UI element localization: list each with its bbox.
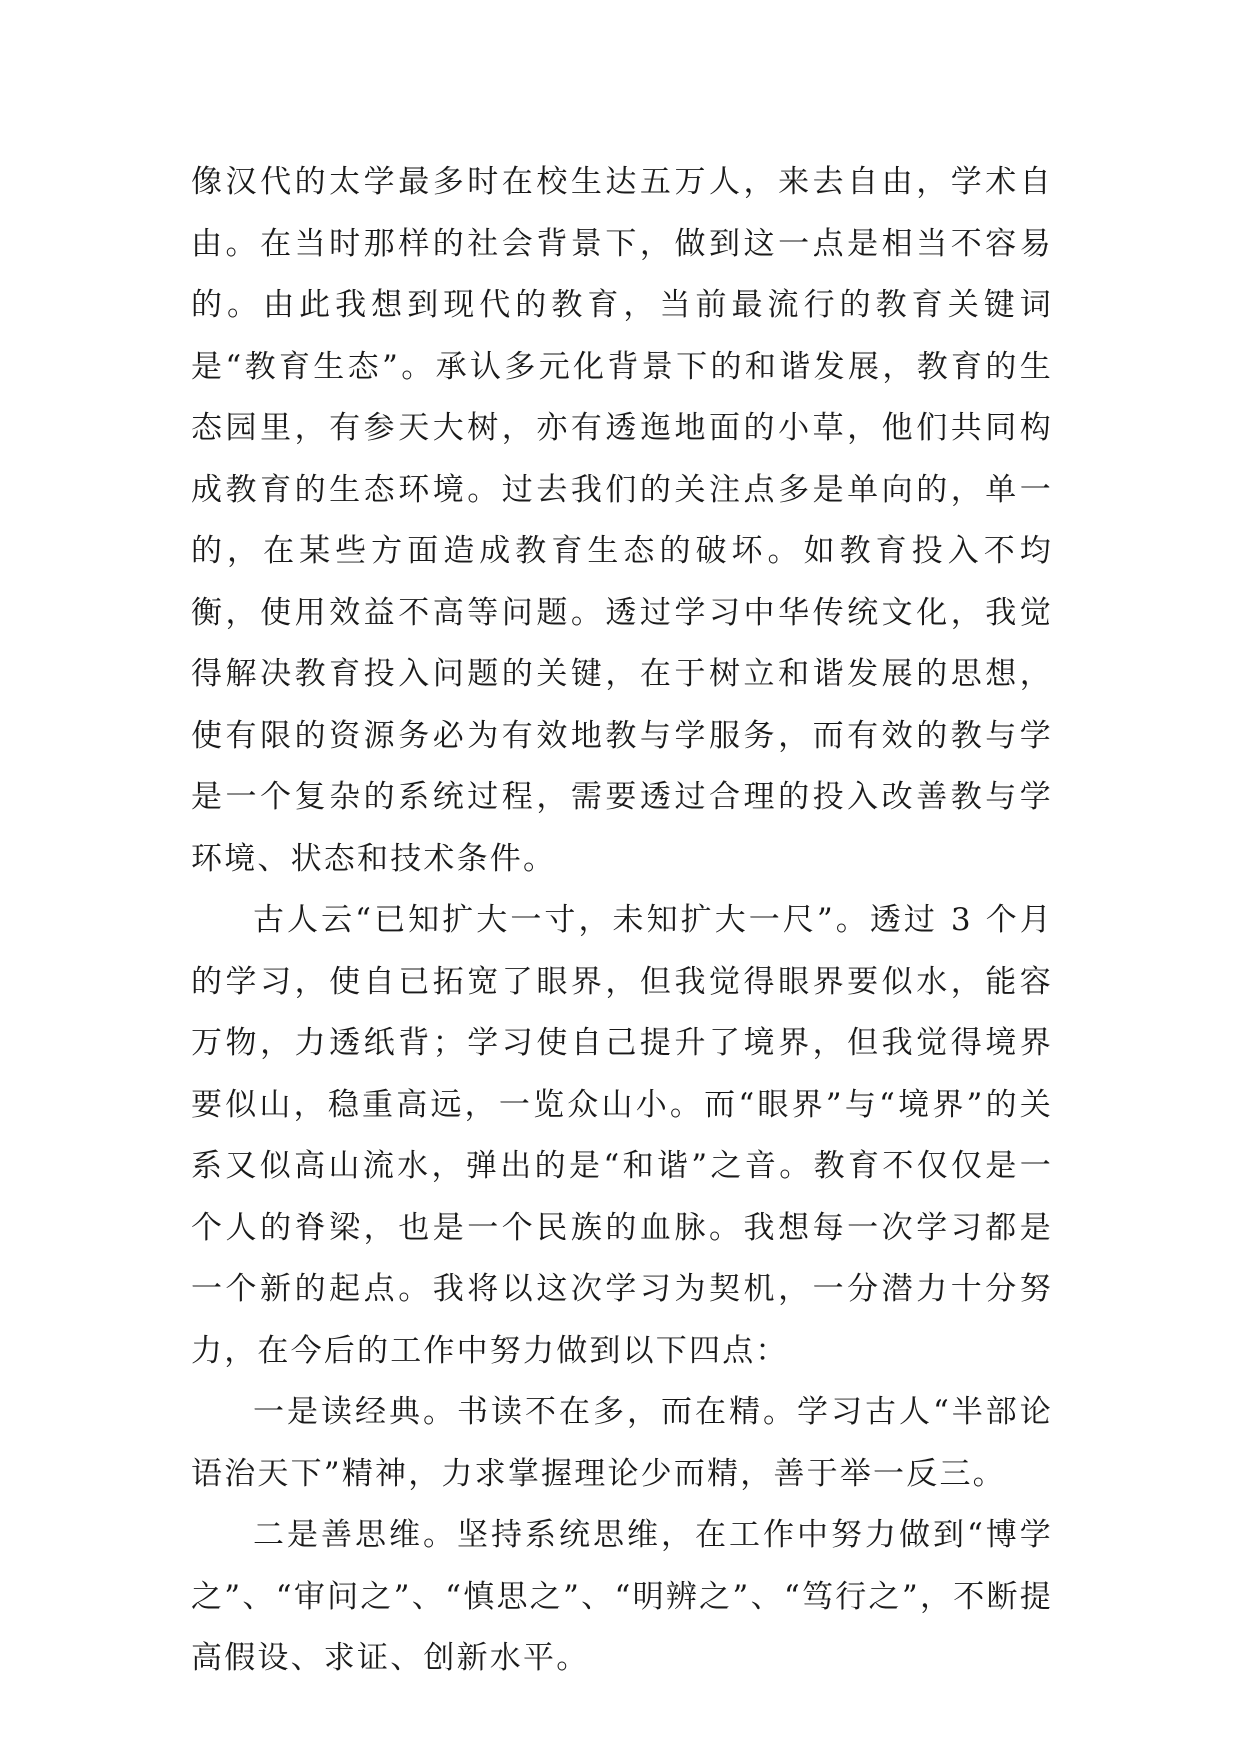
paragraph-3: 一是读经典。书读不在多，而在精。学习古人“半部论语治天下”精神，力求掌握理论少而精，善于举一反三。 [191,1394,1053,1492]
paragraph-4: 二是善思维。坚持系统思维，在工作中努力做到“博学之”、“审问之”、“慎思之”、“明辨之”、“笃行之”，不断提高假设、求证、创新水平。 [191,1517,1053,1676]
paragraph-2: 古人云“已知扩大一寸，未知扩大一尺”。透过 3 个月的学习，使自已拓宽了眼界，但我觉得眼界要似水，能容万物，力透纸背；学习使自己提升了境界，但我觉得境界要似山，稳重高远，一览众山小。而“眼界”与“境界”的关系又似高山流水，弹出的是“和谐”之音。教育不仅仅是一个人的脊梁，也是一个民族的血脉。我想每一次学习都是一个新的起点。我将以这次学习为契机，一分潜力十分努力，在今后的工作中努力做到以下四点： [191,902,1053,1369]
document-body [191,152,1053,1690]
paragraph-1: 像汉代的太学最多时在校生达五万人，来去自由，学术自由。在当时那样的社会背景下，做到这一点是相当不容易的。由此我想到现代的教育，当前最流行的教育关键词是“教育生态”。承认多元化背景下的和谐发展，教育的生态园里，有参天大树，亦有透迤地面的小草，他们共同构成教育的生态环境。过去我们的关注点多是单向的，单一的，在某些方面造成教育生态的破坏。如教育投入不均衡，使用效益不高等问题。透过学习中华传统文化，我觉得解决教育投入问题的关键，在于树立和谐发展的思想，使有限的资源务必为有效地教与学服务，而有效的教与学是一个复杂的系统过程，需要透过合理的投入改善教与学环境、状态和技术条件。 [191,164,1053,877]
